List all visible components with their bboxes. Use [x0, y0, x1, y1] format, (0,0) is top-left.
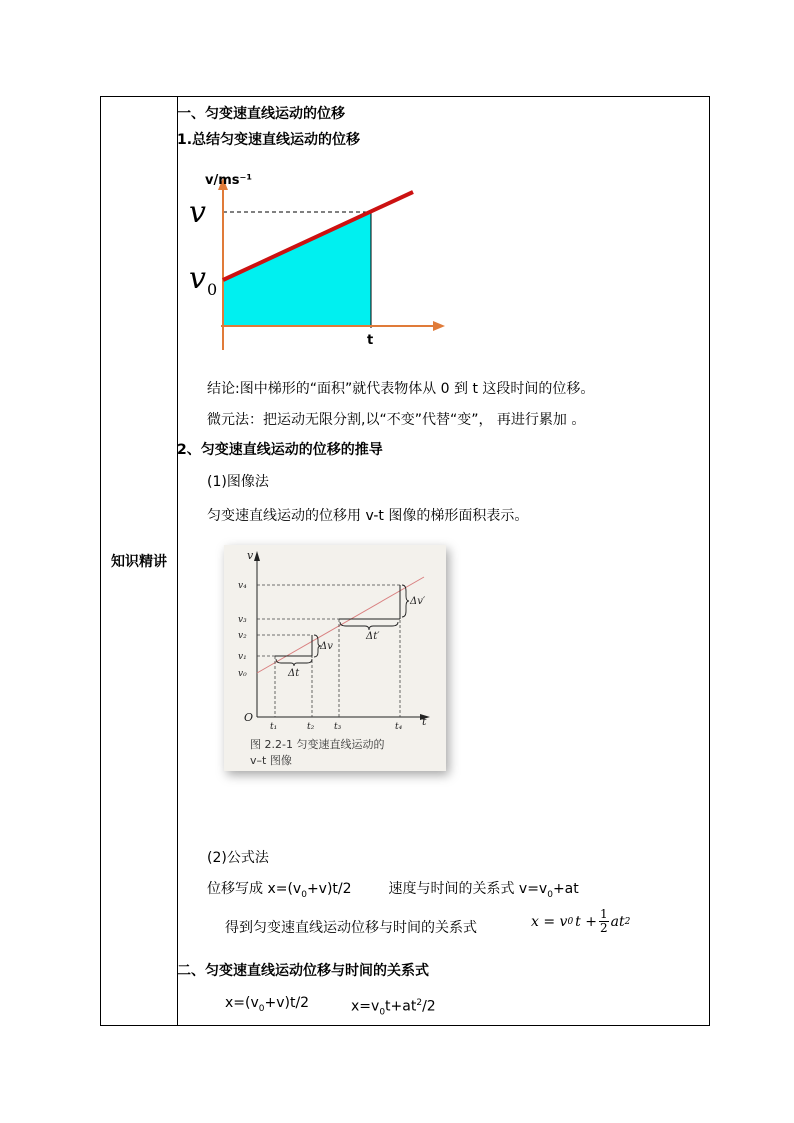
delta-t-label: Δt: [288, 668, 300, 679]
textbook-figure-photo: [224, 545, 446, 771]
photo-y-arrow: [254, 551, 260, 561]
trapezoid-area: [223, 212, 374, 353]
section1-heading: 一、匀变速直线运动的位移: [177, 106, 345, 122]
velocity-formula-a: 速度与时间的关系式 v=v: [388, 881, 548, 897]
section2-heading: 2、匀变速直线运动的位移的推导: [177, 442, 383, 458]
result-sub: 0: [567, 916, 574, 927]
side-label: 知识精讲: [111, 554, 167, 570]
t3-label: t₃: [334, 722, 342, 732]
side-label-cell: [101, 97, 177, 1025]
v4-label: v₄: [238, 581, 247, 591]
summary-f1-b: +v)t/2: [264, 995, 310, 1011]
t-label: t: [367, 333, 374, 348]
photo-x-label: t: [422, 715, 427, 728]
delta-v-label: Δv: [320, 641, 333, 652]
delta-t-prime-brace: [340, 622, 398, 630]
t1-label: t₁: [270, 722, 278, 732]
summary-formula-2: [351, 994, 436, 1021]
summary-f2-sub: 0: [379, 1007, 386, 1018]
result-fraction: [599, 908, 609, 935]
v0-label: v: [189, 261, 206, 296]
x-axis-arrow: [433, 321, 445, 331]
summary-formula-1: [225, 994, 309, 1018]
summary-f1-sub: 0: [258, 1003, 265, 1014]
result-lhs: x = v: [531, 913, 568, 930]
velocity-formula-b: +at: [552, 881, 579, 897]
result-formula: [531, 908, 630, 935]
v0-subscript: 0: [207, 280, 218, 299]
summary-f2-sup: 2: [416, 998, 423, 1008]
conclusion-text: 结论:图中梯形的“面积”就代表物体从 0 到 t 这段时间的位移。: [207, 381, 595, 397]
result-sup: 2: [624, 916, 631, 927]
photo-y-label: v: [247, 549, 254, 562]
v-label: v: [189, 195, 206, 230]
method2-title: (2)公式法: [207, 850, 269, 866]
result-mid: t +: [575, 913, 597, 930]
delta-t-prime-label: Δt′: [366, 631, 380, 642]
fraction-denominator: 2: [599, 921, 608, 935]
delta-v-prime-label: Δv′: [410, 596, 426, 607]
delta-v-prime-brace: [402, 585, 409, 617]
caption-line1: 图 2.2-1 匀变速直线运动的: [250, 738, 385, 751]
delta-t-brace: [276, 659, 312, 666]
v3-label: v₃: [238, 615, 247, 625]
caption-line2: v–t 图像: [250, 754, 292, 767]
v2-label: v₂: [238, 631, 247, 641]
v0-tick-label: v₀: [238, 669, 247, 679]
section3-heading: 二、匀变速直线运动位移与时间的关系式: [177, 963, 429, 979]
summary-f2-b: t+at: [385, 998, 417, 1015]
v1-label: v₁: [238, 652, 247, 662]
method1-title: (1)图像法: [207, 474, 269, 490]
photo-velocity-line: [257, 577, 424, 673]
vt-trapezoid-graph: [187, 168, 457, 358]
result-text: 得到匀变速直线运动位移与时间的关系式: [225, 920, 477, 936]
summary-f2-a: x=v: [351, 998, 380, 1015]
displacement-formula-b: +v)t/2: [306, 881, 352, 897]
vt-steps-graph: [224, 545, 446, 771]
section1-sub1: 1.总结匀变速直线运动的位移: [177, 132, 361, 148]
fraction-numerator: 1: [599, 907, 608, 921]
result-tail: at: [610, 913, 625, 930]
formula-line: [207, 880, 579, 904]
t2-label: t₂: [307, 722, 315, 732]
displacement-formula-sub: 0: [301, 889, 307, 900]
micro-method-text: 微元法：把运动无限分割,以“不变”代替“变”， 再进行累加 。: [207, 412, 586, 428]
content-cell: [177, 96, 709, 1026]
displacement-formula-a: 位移写成 x=(v: [207, 881, 302, 897]
velocity-formula-sub: 0: [547, 889, 553, 900]
y-axis-label: v/ms⁻¹: [205, 173, 253, 188]
t4-label: t₄: [395, 722, 403, 732]
photo-origin: O: [244, 711, 254, 724]
summary-f1-a: x=(v: [225, 995, 259, 1011]
summary-f2-c: /2: [422, 998, 436, 1015]
method1-text: 匀变速直线运动的位移用 v-t 图像的梯形面积表示。: [207, 508, 529, 524]
